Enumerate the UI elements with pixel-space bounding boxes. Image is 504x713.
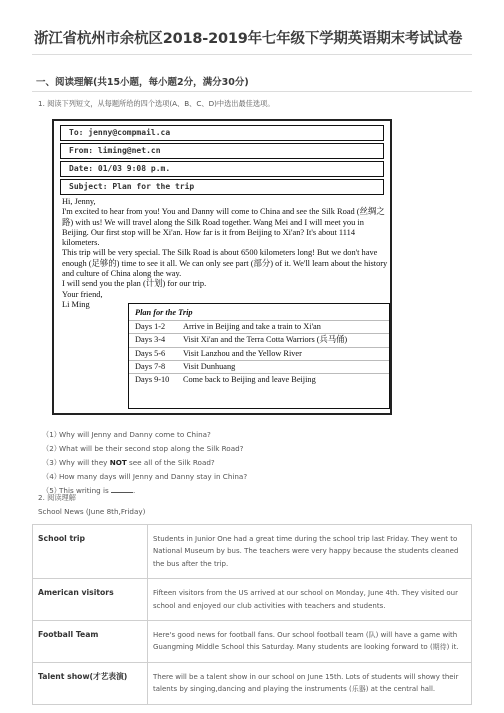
table-row — [33, 579, 472, 621]
plan-activity: Visit Lanzhou and the Yellow River — [183, 348, 302, 358]
title-divider — [32, 54, 472, 55]
plan-days: Days 5-6 — [135, 348, 166, 358]
email-subject: Subject: Plan for the trip — [60, 179, 384, 195]
question-2-heading: 2. 阅读理解 — [38, 493, 76, 502]
news-category: American visitors — [33, 579, 148, 621]
school-news-table — [32, 524, 472, 705]
sub-question-number: （3） — [42, 457, 61, 467]
sub-question-text: Why will they — [59, 457, 110, 467]
news-category: School trip — [33, 525, 148, 579]
email-paragraph: This trip will be very special. The Silk Road is about 6500 kilometers long! But we don't have enough (足够的) time to see it all. We can only see part (部分) of it. We'll learn about the history and culture of China along the way. — [62, 248, 388, 279]
plan-activity: Visit Xi'an and the Terra Cotta Warriors (兵马俑) — [183, 335, 348, 345]
news-text: There will be a talent show in our school on June 15th. Lots of students will showy their talents by singing,dancing and playing the instruments (乐器) at the central hall. — [148, 662, 472, 704]
plan-activity: Arrive in Beijing and take a train to Xi'an — [183, 322, 321, 331]
email-body — [62, 197, 388, 310]
email-paragraph: I will send you the plan (计划) for our trip. — [62, 279, 207, 289]
sub-question-text: What will be their second stop along the Silk Road? — [59, 443, 244, 453]
section-divider — [32, 91, 472, 92]
trip-plan-title: Plan for the Trip — [135, 308, 193, 317]
plan-days: Days 1-2 — [135, 322, 166, 331]
trip-plan-row — [129, 360, 389, 373]
sub-question-text: This writing is — [59, 485, 112, 495]
plan-days: Days 3-4 — [135, 335, 166, 345]
sub-question-text-end: . — [133, 485, 136, 495]
table-row — [33, 621, 472, 663]
sub-question-number: （4） — [42, 471, 61, 481]
sub-question — [42, 470, 247, 484]
news-text: Here's good news for football fans. Our school football team (队) will have a game with Guangming Middle School this Saturday. Many students are looking forward to (期待) it. — [148, 621, 472, 663]
plan-activity: Visit Dunhuang — [183, 361, 236, 371]
news-text: Fifteen visitors from the US arrived at our school on Monday, June 4th. They visited our school and enjoyed our club activities with teachers and students. — [148, 579, 472, 621]
email-signature: Li Ming — [62, 299, 90, 309]
email-signoff: Your friend, — [62, 289, 103, 299]
email-from: From: liming@net.cn — [60, 143, 384, 159]
trip-plan-box — [128, 303, 390, 409]
page-title: 浙江省杭州市余杭区2018-2019年七年级下学期英语期末考试试卷 — [34, 31, 463, 47]
sub-question — [42, 442, 247, 456]
plan-days: Days 9-10 — [135, 375, 170, 385]
trip-plan-row — [129, 373, 389, 386]
answer-blank — [111, 492, 133, 493]
plan-days: Days 7-8 — [135, 361, 166, 371]
email-image — [52, 119, 392, 415]
question-1-instructions: 1. 阅读下列短文，从每题所给的四个选项(A、B、C、D)中选出最佳选项。 — [38, 99, 275, 108]
sub-question-number: （5） — [42, 485, 61, 495]
sub-question-number: （2） — [42, 443, 61, 453]
trip-plan-row — [129, 347, 389, 360]
sub-questions — [42, 428, 247, 498]
email-to: To: jenny@compmail.ca — [60, 125, 384, 141]
email-date: Date: 01/03 9:08 p.m. — [60, 161, 384, 177]
news-category: Football Team — [33, 621, 148, 663]
sub-question — [42, 428, 247, 442]
email-paragraph: I'm excited to hear from you! You and Danny will come to China and see the Silk Road (丝绸之路) with us! We will travel along the Silk Road together. Wang Mei and I will meet you in Beijing. Our first stop will be Xi'an. How far is it from Beijing to Xi'an? It's about 1114 kilometers. — [62, 207, 385, 248]
sub-question — [42, 456, 247, 470]
news-category: Talent show(才艺表演) — [33, 662, 148, 704]
table-row — [33, 525, 472, 579]
plan-activity: Come back to Beijing and leave Beijing — [183, 375, 316, 385]
news-text: Students in Junior One had a great time during the school trip last Friday. They went to National Museum by bus. The teachers were very happy because the students cleaned the bus after the trip. — [148, 525, 472, 579]
sub-question-text: How many days will Jenny and Danny stay in China? — [59, 471, 248, 481]
school-news-title: School News (June 8th,Friday) — [38, 507, 146, 516]
section-heading: 一、阅读理解(共15小题，每小题2分，满分30分) — [36, 77, 249, 88]
email-header — [60, 125, 384, 197]
sub-question-number: （1） — [42, 430, 61, 439]
table-row — [33, 662, 472, 704]
sub-question-text-end: see all of the Silk Road? — [126, 457, 215, 467]
trip-plan-row — [129, 333, 389, 346]
trip-plan-row — [129, 320, 389, 333]
email-greeting: Hi, Jenny, — [62, 197, 96, 206]
emphasis-not: NOT — [109, 457, 127, 467]
sub-question-text: Why will Jenny and Danny come to China? — [59, 430, 211, 439]
